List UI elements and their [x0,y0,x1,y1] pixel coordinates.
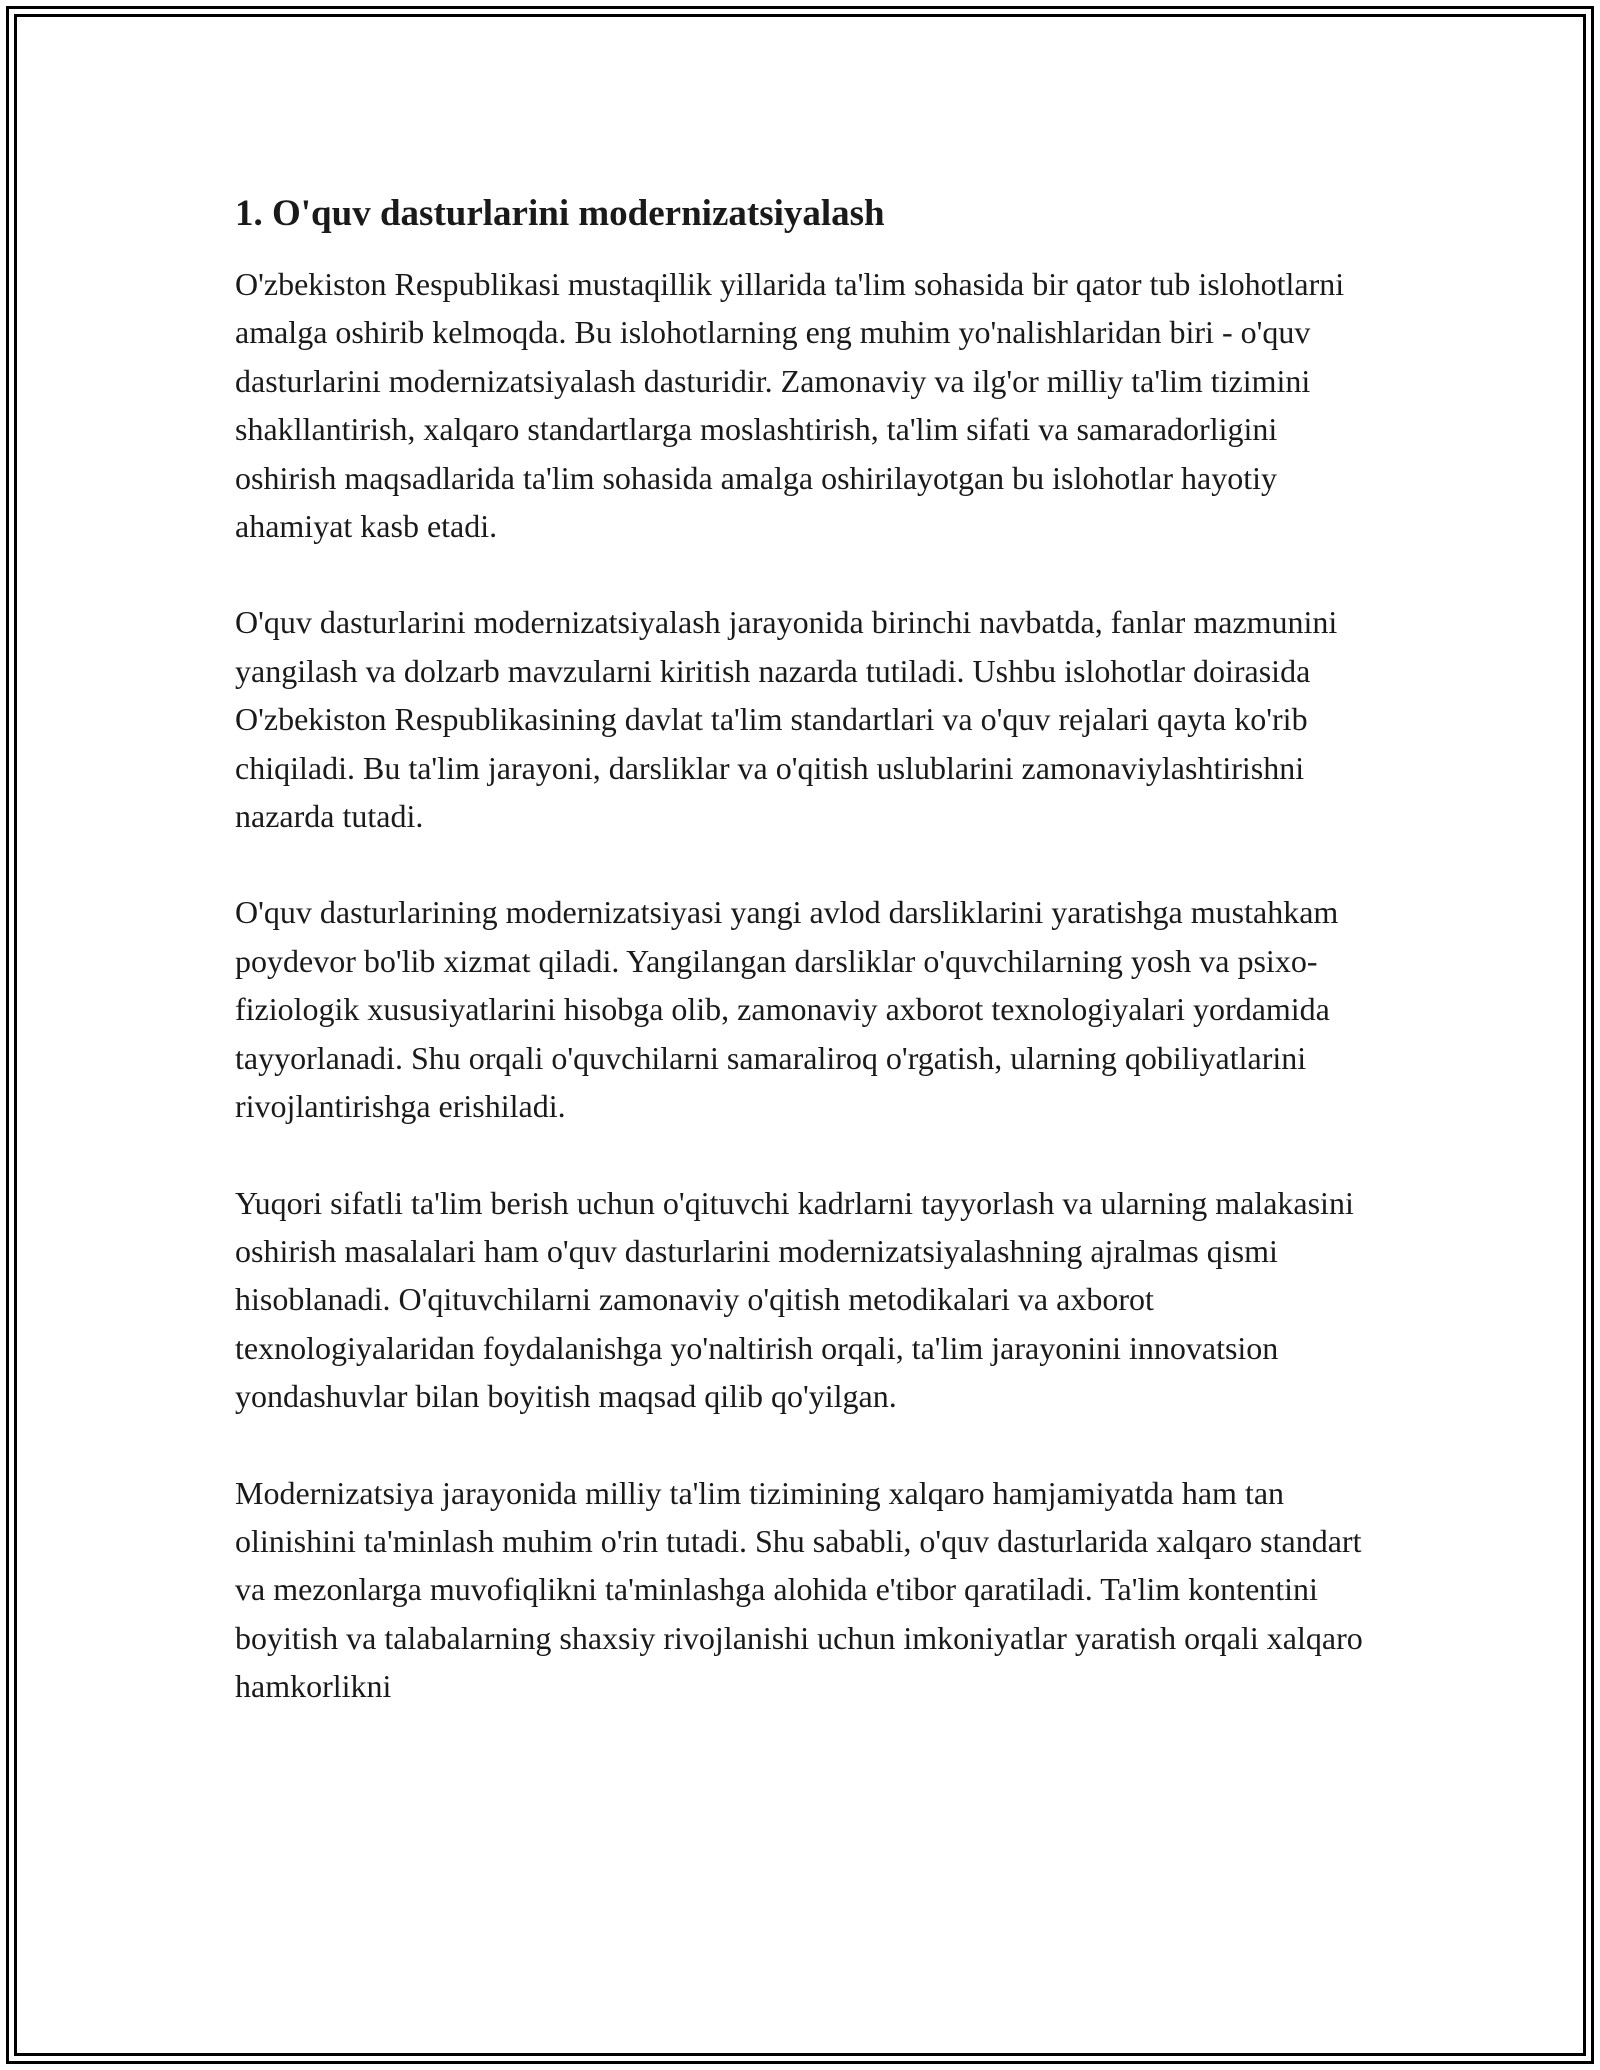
paragraph-1: O'zbekiston Respublikasi mustaqillik yillarida ta'lim sohasida bir qator tub islohotlarni amalga oshirib kelmoqda. Bu islohotlarning eng muhim yo'nalishlaridan biri - o'quv dasturlarini modernizatsiyalash dasturidir. Zamonaviy va ilg'or milliy ta'lim tizimini shakllantirish, xalqaro standartlarga moslashtirish, ta'lim sifati va samaradorligini oshirish maqsadlarida ta'lim sohasida amalga oshirilayotgan bu islohotlar hayotiy ahamiyat kasb etadi. [235,266,1345,545]
section-heading: 1. O'quv dasturlarini modernizatsiyalash [235,193,885,234]
document-page [235,188,1375,1711]
paragraph-2: O'quv dasturlarini modernizatsiyalash jarayonida birinchi navbatda, fanlar mazmunini yangilash va dolzarb mavzularni kiritish nazarda tutiladi. Ushbu islohotlar doirasida O'zbekiston Respublikasining davlat ta'lim standartlari va o'quv rejalari qayta ko'rib chiqiladi. Bu ta'lim jarayoni, darsliklar va o'qitish uslublarini zamonaviylashtirishni nazarda tutadi. [235,604,1338,835]
paragraph-4: Yuqori sifatli ta'lim berish uchun o'qituvchi kadrlarni tayyorlash va ularning malakasini oshirish masalalari ham o'quv dasturlarini modernizatsiyalashning ajralmas qismi hisoblanadi. O'qituvchilarni zamonaviy o'qitish metodikalari va axborot texnologiyalaridan foydalanishga yo'naltirish orqali, ta'lim jarayonini innovatsion yondashuvlar bilan boyitish maqsad qilib qo'yilgan. [235,1184,1354,1415]
paragraph-3: O'quv dasturlarining modernizatsiyasi yangi avlod darsliklarini yaratishga mustahkam poydevor bo'lib xizmat qiladi. Yangilangan darsliklar o'quvchilarning yosh va psixo-fiziologik xususiyatlarini hisobga olib, zamonaviy axborot texnologiyalari yordamida tayyorlanadi. Shu orqali o'quvchilarni samaraliroq o'rgatish, ularning qobiliyatlarini rivojlantirishga erishiladi. [235,894,1339,1125]
paragraph-5: Modernizatsiya jarayonida milliy ta'lim tizimining xalqaro hamjamiyatda ham tan olinishini ta'minlash muhim o'rin tutadi. Shu sababli, o'quv dasturlarida xalqaro standart va mezonlarga muvofiqlikni ta'minlashga alohida e'tibor qaratiladi. Ta'lim kontentini boyitish va talabalarning shaxsiy rivojlanishi uchun imkoniyatlar yaratish orqali xalqaro hamkorlikni [235,1474,1363,1705]
